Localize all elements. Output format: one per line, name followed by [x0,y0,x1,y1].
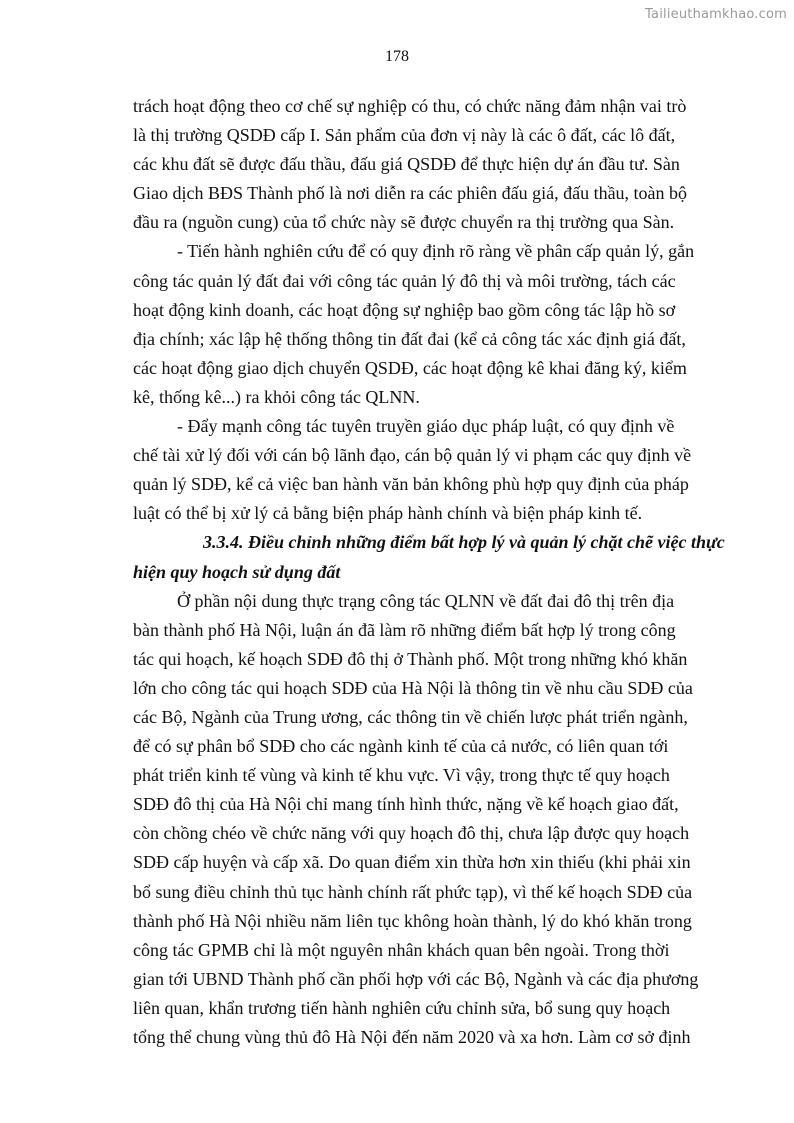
text-line: tác qui hoạch, kế hoạch SDĐ đô thị ở Thành phố. Một trong những khó khăn [133,648,688,669]
heading-line: 3.3.4. Điều chỉnh những điểm bất hợp lý và quản lý chặt chẽ việc thực [203,532,725,553]
text-line: các khu đất sẽ được đấu thầu, đấu giá QSDĐ để thực hiện dự án đầu tư. Sàn [133,154,680,175]
text-line: kê, thống kê...) ra khỏi công tác QLNN. [133,386,420,407]
text-line: đầu ra (nguồn cung) của tổ chức này sẽ được chuyển ra thị trường qua Sàn. [133,212,675,233]
text-line: công tác GPMB chỉ là một nguyên nhân khách quan bên ngoài. Trong thời [133,939,670,960]
text-line: Giao dịch BĐS Thành phố là nơi diễn ra các phiên đấu giá, đấu thầu, toàn bộ [133,183,688,204]
text-line: địa chính; xác lập hệ thống thông tin đất đai (kể cả công tác xác định giá đất, [133,328,686,349]
text-line: bổ sung điều chỉnh thủ tục hành chính rất phức tạp), vì thế kế hoạch SDĐ của [133,881,693,902]
paragraph [133,587,699,1053]
text-line: các Bộ, Ngành của Trung ương, các thông tin về chiến lược phát triển ngành, [133,706,688,727]
text-line: liên quan, khẩn trương tiến hành nghiên cứu chỉnh sửa, bổ sung quy hoạch [133,997,671,1018]
text-line: - Đẩy mạnh công tác tuyên truyền giáo dục pháp luật, có quy định về [177,416,675,437]
text-line: quản lý SDĐ, kể cả việc ban hành văn bản không phù hợp quy định của pháp [133,474,689,495]
heading-line: hiện quy hoạch sử dụng đất [133,561,341,582]
text-line: trách hoạt động theo cơ chế sự nghiệp có thu, có chức năng đảm nhận vai trò [133,96,687,116]
text-line: chế tài xử lý đối với cán bộ lãnh đạo, cán bộ quản lý vi phạm các quy định về [133,445,692,466]
text-line: SDĐ cấp huyện và cấp xã. Do quan điểm xin thừa hơn xin thiếu (khi phải xin [133,852,691,873]
text-line: phát triển kinh tế vùng và kinh tế khu vực. Vì vậy, trong thực tế quy hoạch [133,765,670,786]
page-number: 178 [385,48,409,65]
section-heading [133,528,725,586]
text-line: là thị trường QSDĐ cấp I. Sản phẩm của đơn vị này là các ô đất, các lô đất, [133,125,676,146]
text-line: luật có thể bị xử lý cả bằng biện pháp hành chính và biện pháp kinh tế. [133,503,643,524]
text-line: công tác quản lý đất đai với công tác quản lý đô thị và môi trường, tách các [133,270,676,291]
text-line: lớn cho công tác qui hoạch SDĐ của Hà Nội là thông tin về nhu cầu SDĐ của [133,677,693,698]
text-line: gian tới UBND Thành phố cần phối hợp với các Bộ, Ngành và các địa phương [133,968,699,989]
document-body [133,92,725,1052]
paragraph [133,412,692,528]
text-line: còn chồng chéo về chức năng với quy hoạch đô thị, chưa lập được quy hoạch [133,823,690,844]
text-line: - Tiến hành nghiên cứu để có quy định rõ ràng về phân cấp quản lý, gắn [177,241,695,262]
text-line: thành phố Hà Nội nhiều năm liên tục không hoàn thành, lý do khó khăn trong [133,910,692,931]
text-line: tổng thể chung vùng thủ đô Hà Nội đến năm 2020 và xa hơn. Làm cơ sở định [133,1027,691,1047]
text-line: Ở phần nội dung thực trạng công tác QLNN về đất đai đô thị trên địa [177,590,675,611]
text-line: các hoạt động giao dịch chuyển QSDĐ, các hoạt động kê khai đăng ký, kiểm [133,357,687,378]
text-line: để có sự phân bổ SDĐ cho các ngành kinh tế của cả nước, có liên quan tới [133,736,669,757]
paragraph [133,237,695,412]
paragraph [133,92,688,237]
text-line: hoạt động kinh doanh, các hoạt động sự nghiệp bao gồm công tác lập hồ sơ [133,299,676,320]
watermark: Tailieuthamkhao.com [645,7,787,22]
text-line: SDĐ đô thị của Hà Nội chỉ mang tính hình thức, nặng về kế hoạch giao đất, [133,794,679,815]
text-line: bàn thành phố Hà Nội, luận án đã làm rõ những điểm bất hợp lý trong công [133,619,676,640]
